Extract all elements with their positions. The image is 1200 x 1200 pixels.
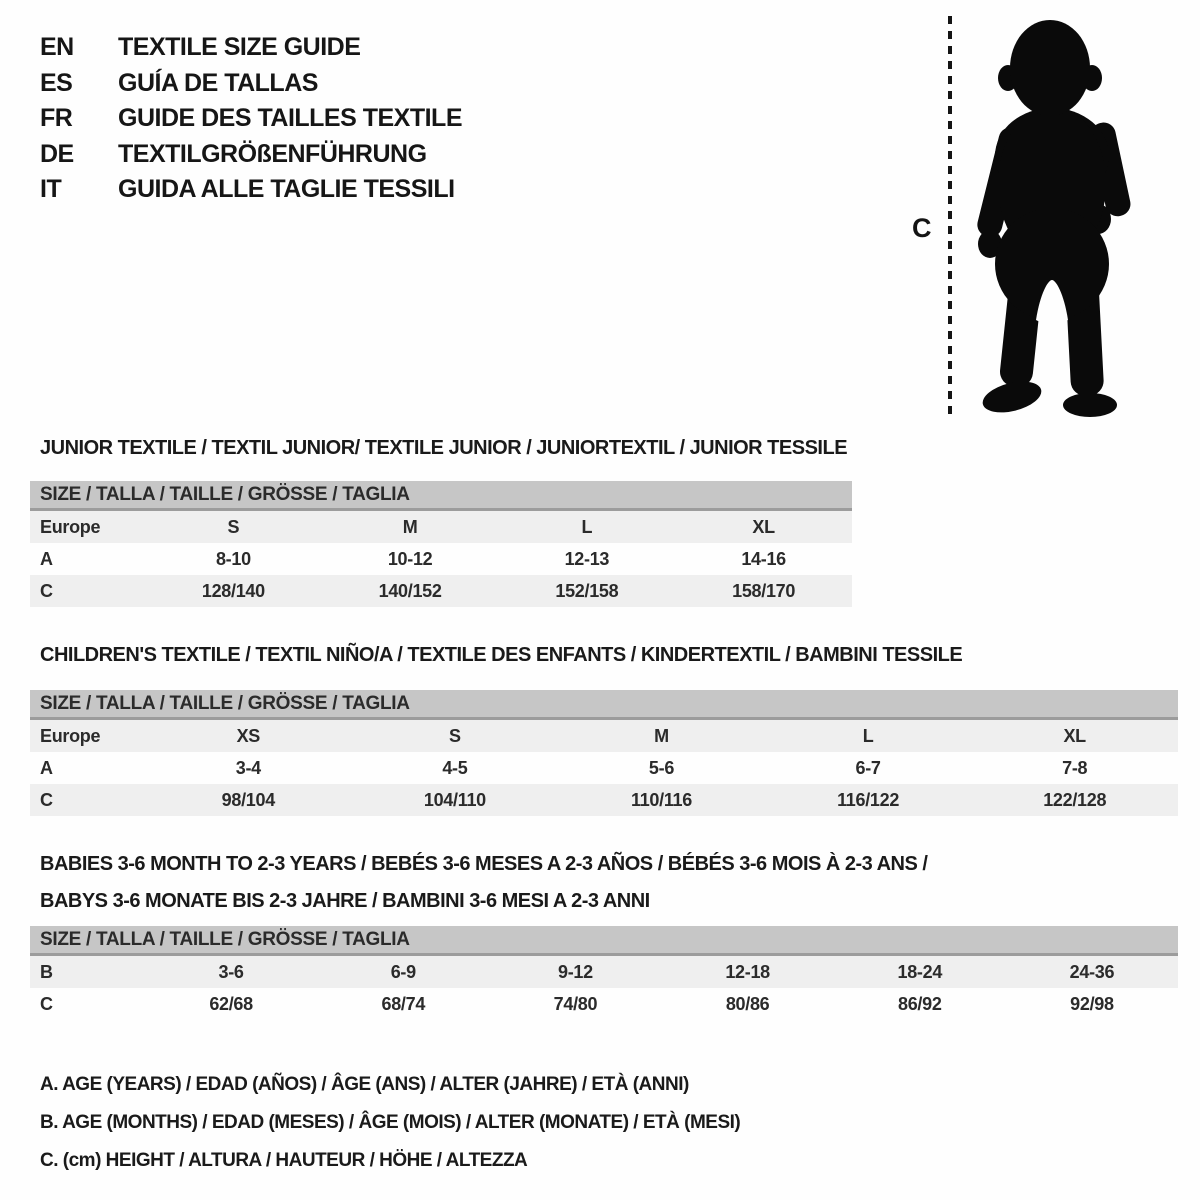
legend-line: A. AGE (YEARS) / EDAD (AÑOS) / ÂGE (ANS) / ALTER (JAHRE) / ETÀ (ANNI) xyxy=(40,1074,689,1095)
size-cell: 110/116 xyxy=(630,789,692,810)
children-size-table xyxy=(30,690,1178,816)
language-code: DE xyxy=(40,139,74,168)
size-cell: S xyxy=(227,516,240,537)
language-row xyxy=(40,101,462,137)
size-cell: 6-9 xyxy=(390,961,416,982)
guide-title: TEXTILGRÖßENFÜHRUNG xyxy=(118,139,427,168)
row-label: B xyxy=(40,961,53,982)
size-cell: 14-16 xyxy=(741,548,786,569)
junior-size-table xyxy=(30,481,852,607)
legend-line: B. AGE (MONTHS) / EDAD (MESES) / ÂGE (MOIS) / ALTER (MONATE) / ETÀ (MESI) xyxy=(40,1112,741,1133)
guide-title: GUIDE DES TAILLES TEXTILE xyxy=(118,104,463,133)
section-title-line: BABIES 3-6 MONTH TO 2-3 YEARS / BEBÉS 3-6 MESES A 2-3 AÑOS / BÉBÉS 3-6 MOIS À 2-3 ANS / xyxy=(40,853,928,875)
size-cell: 116/122 xyxy=(837,789,900,810)
size-cell: 158/170 xyxy=(732,580,796,601)
table-row xyxy=(30,988,1178,1020)
row-label: Europe xyxy=(40,725,101,746)
language-row xyxy=(40,172,462,208)
language-row xyxy=(40,66,462,102)
language-code: EN xyxy=(40,33,74,62)
guide-title: GUIDA ALLE TAGLIE TESSILI xyxy=(118,175,455,204)
row-label: A xyxy=(40,757,53,778)
section-title-line: BABYS 3-6 MONATE BIS 2-3 JAHRE / BAMBINI 3-6 MESI A 2-3 ANNI xyxy=(40,890,650,912)
size-cell: 5-6 xyxy=(648,757,675,778)
size-cell: M xyxy=(402,516,418,537)
table-row xyxy=(30,575,852,607)
language-code: FR xyxy=(40,104,73,133)
size-cell: 140/152 xyxy=(378,580,442,601)
row-label: C xyxy=(40,580,53,601)
size-cell: 10-12 xyxy=(387,548,433,569)
size-cell: XL xyxy=(1063,725,1086,746)
table-row xyxy=(30,720,1178,752)
size-cell: 6-7 xyxy=(855,757,881,778)
language-title-list xyxy=(40,30,462,208)
babies-size-table xyxy=(30,926,1178,1020)
language-code: IT xyxy=(40,175,62,204)
size-cell: L xyxy=(581,516,593,537)
section-title-line: JUNIOR TEXTILE / TEXTIL JUNIOR/ TEXTILE JUNIOR / JUNIORTEXTIL / JUNIOR TESSILE xyxy=(40,437,848,459)
size-cell: M xyxy=(654,725,669,746)
height-measure-label: C xyxy=(912,213,932,243)
table-row xyxy=(30,752,1178,784)
size-cell: 152/158 xyxy=(555,580,619,601)
junior-section-title xyxy=(40,430,847,467)
size-cell: 4-5 xyxy=(442,757,468,778)
children-section-title xyxy=(40,637,962,674)
toddler-silhouette-icon xyxy=(972,14,1140,418)
table-row xyxy=(30,543,852,575)
size-cell: 128/140 xyxy=(201,580,265,601)
legend-line: C. (cm) HEIGHT / ALTURA / HAUTEUR / HÖHE / ALTEZZA xyxy=(40,1150,528,1171)
size-cell: 62/68 xyxy=(209,993,253,1014)
babies-section-title xyxy=(40,846,927,920)
language-row xyxy=(40,137,462,173)
size-cell: 86/92 xyxy=(898,993,942,1014)
section-title-line: CHILDREN'S TEXTILE / TEXTIL NIÑO/A / TEXTILE DES ENFANTS / KINDERTEXTIL / BAMBINI TESSILE xyxy=(40,644,963,666)
size-header-bar: SIZE / TALLA / TAILLE / GRÖSSE / TAGLIA xyxy=(30,481,852,511)
size-cell: 80/86 xyxy=(725,993,770,1014)
size-cell: 18-24 xyxy=(897,961,943,982)
size-cell: XS xyxy=(236,725,260,746)
height-measure-dashed-line xyxy=(948,16,952,416)
size-cell: 8-10 xyxy=(215,548,251,569)
size-cell: XL xyxy=(752,516,775,537)
size-cell: L xyxy=(862,725,874,746)
size-cell: 104/110 xyxy=(423,789,486,810)
size-cell: 74/80 xyxy=(553,993,598,1014)
size-cell: 68/74 xyxy=(381,993,426,1014)
table-row xyxy=(30,956,1178,988)
size-cell: 12-18 xyxy=(725,961,770,982)
guide-title: TEXTILE SIZE GUIDE xyxy=(118,33,361,62)
size-cell: 98/104 xyxy=(221,789,275,810)
table-row xyxy=(30,511,852,543)
guide-title: GUÍA DE TALLAS xyxy=(118,68,318,97)
language-code: ES xyxy=(40,68,73,97)
size-cell: 24-36 xyxy=(1069,961,1115,982)
size-cell: 3-6 xyxy=(218,961,244,982)
size-cell: 122/128 xyxy=(1043,789,1107,810)
size-cell: 3-4 xyxy=(235,757,261,778)
size-cell: 9-12 xyxy=(558,961,593,982)
table-row xyxy=(30,784,1178,816)
size-header-bar: SIZE / TALLA / TAILLE / GRÖSSE / TAGLIA xyxy=(30,926,1178,956)
row-label: C xyxy=(40,993,53,1014)
size-header-bar: SIZE / TALLA / TAILLE / GRÖSSE / TAGLIA xyxy=(30,690,1178,720)
row-label: C xyxy=(40,789,53,810)
size-cell: 7-8 xyxy=(1062,757,1088,778)
language-row xyxy=(40,30,462,66)
size-cell: 92/98 xyxy=(1070,993,1114,1014)
measurement-legend xyxy=(40,1066,740,1180)
row-label: Europe xyxy=(40,516,101,537)
row-label: A xyxy=(40,548,53,569)
size-cell: 12-13 xyxy=(564,548,610,569)
size-cell: S xyxy=(449,725,461,746)
